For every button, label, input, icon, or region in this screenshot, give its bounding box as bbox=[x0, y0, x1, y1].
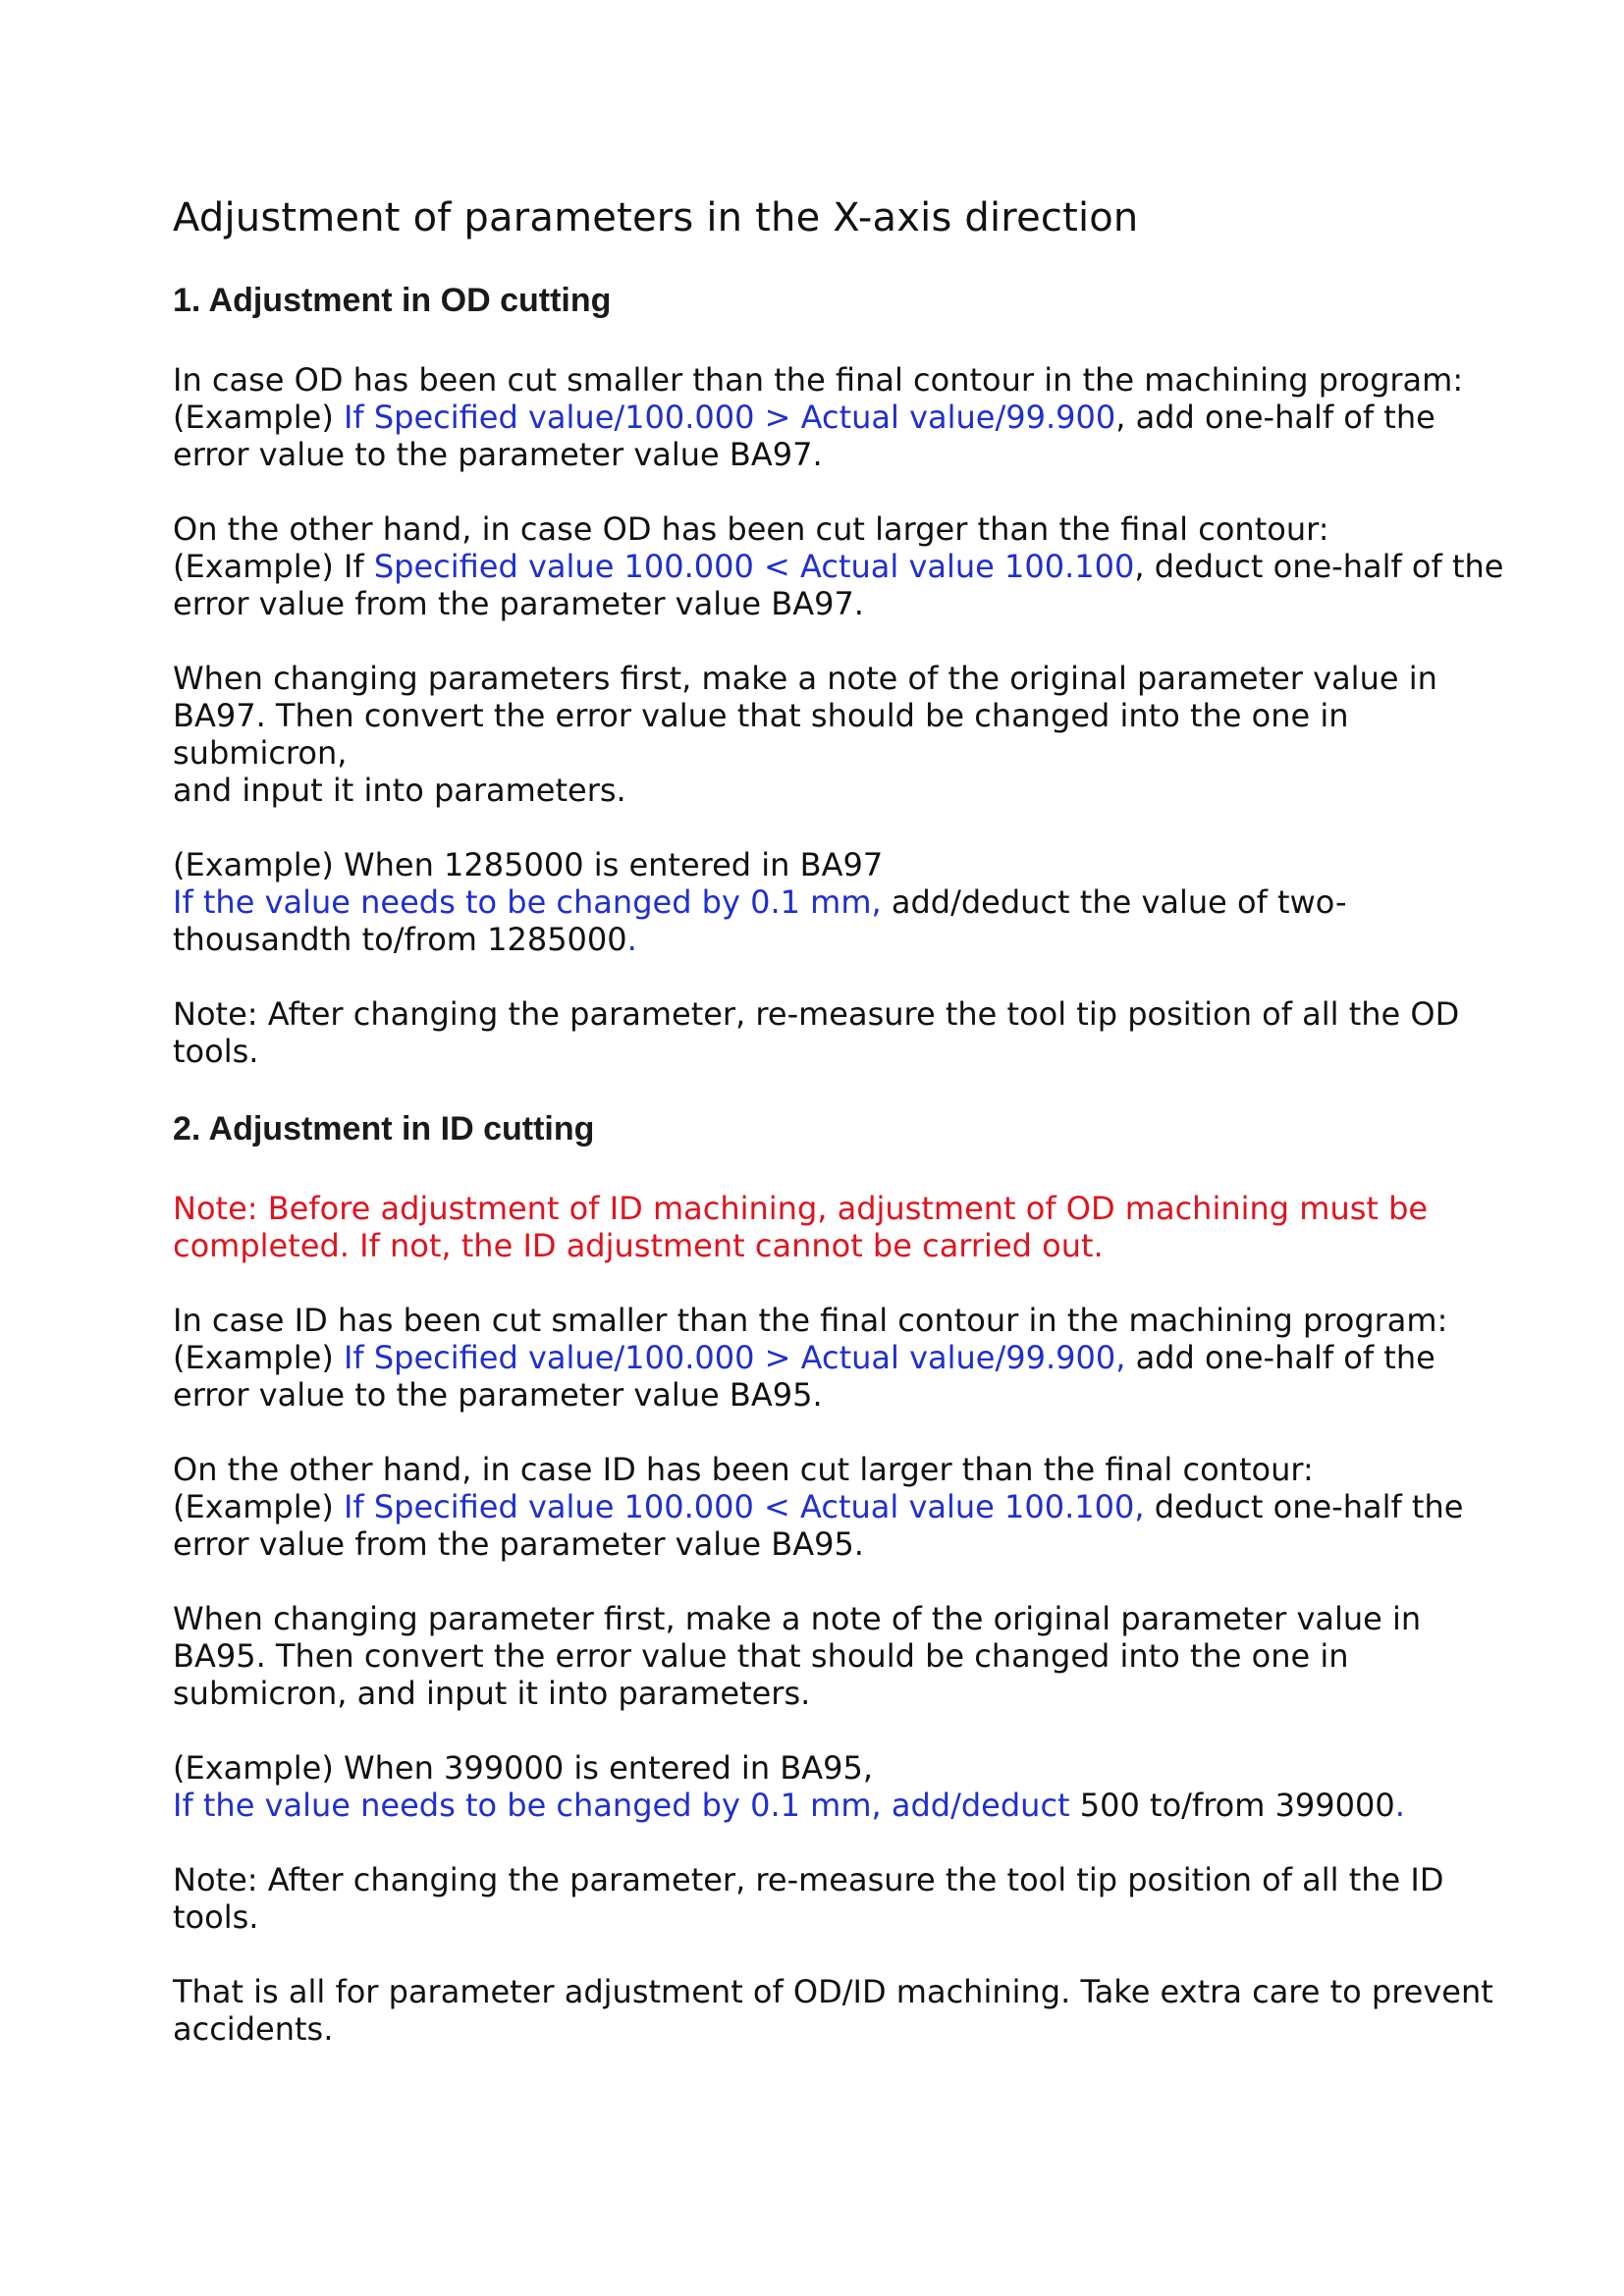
text-run: (Example) When 1285000 is entered in BA97 bbox=[173, 846, 884, 884]
text-run: error value from the parameter value BA95. bbox=[173, 1525, 864, 1564]
text-run: In case ID has been cut smaller than the final contour in the machining program: bbox=[173, 1302, 1448, 1340]
paragraph bbox=[173, 1861, 1528, 1936]
text-line bbox=[173, 548, 1528, 585]
paragraph bbox=[173, 1190, 1528, 1264]
text-line bbox=[173, 1190, 1528, 1227]
text-line bbox=[173, 1376, 1528, 1414]
paragraph bbox=[173, 510, 1528, 622]
text-run: tools. bbox=[173, 1898, 259, 1937]
highlighted-text-blue: If Specified value/100.000 > Actual value/99.900 bbox=[343, 399, 1116, 437]
text-line bbox=[173, 1898, 1528, 1936]
text-line bbox=[173, 1600, 1528, 1637]
text-run: error value to the parameter value BA97. bbox=[173, 436, 823, 474]
highlighted-text-blue: If Specified value 100.000 < Actual value 100.100, bbox=[343, 1488, 1145, 1526]
paragraph bbox=[173, 1600, 1528, 1712]
text-run: That is all for parameter adjustment of OD/ID machining. Take extra care to prevent bbox=[173, 1973, 1493, 2011]
text-run: In case OD has been cut smaller than the final contour in the machining program: bbox=[173, 361, 1464, 400]
text-run: thousandth to/from 1285000 bbox=[173, 921, 627, 959]
text-line bbox=[173, 1861, 1528, 1898]
document-page bbox=[173, 192, 1528, 2085]
paragraph bbox=[173, 846, 1528, 958]
text-line bbox=[173, 921, 1528, 958]
text-line bbox=[173, 883, 1528, 921]
text-line bbox=[173, 1488, 1528, 1525]
text-line bbox=[173, 846, 1528, 883]
text-run: (Example) bbox=[173, 1339, 344, 1377]
paragraph bbox=[173, 1451, 1528, 1563]
text-line bbox=[173, 697, 1528, 772]
text-run: , deduct one-half of the bbox=[1134, 548, 1504, 586]
text-line bbox=[173, 2010, 1528, 2048]
text-run: (Example) bbox=[173, 399, 344, 437]
text-run: and input it into parameters. bbox=[173, 772, 626, 810]
text-run: tools. bbox=[173, 1033, 259, 1071]
text-run: error value to the parameter value BA95. bbox=[173, 1376, 823, 1415]
paragraph bbox=[173, 361, 1528, 473]
text-line bbox=[173, 1675, 1528, 1712]
text-line bbox=[173, 1227, 1528, 1264]
text-run: add one-half of the bbox=[1125, 1339, 1435, 1377]
text-run: 500 to/from 399000 bbox=[1069, 1787, 1395, 1825]
paragraph bbox=[173, 1749, 1528, 1824]
highlighted-text-blue: . bbox=[626, 921, 637, 959]
text-line bbox=[173, 1302, 1528, 1339]
text-line bbox=[173, 436, 1528, 473]
section-heading: 2. Adjustment in ID cutting bbox=[173, 1110, 595, 1148]
text-run: BA97. Then convert the error value that should be changed into the one in submicron, bbox=[173, 697, 1349, 773]
text-run: deduct one-half the bbox=[1144, 1488, 1464, 1526]
text-line bbox=[173, 1033, 1528, 1070]
paragraph bbox=[173, 1973, 1528, 2048]
highlighted-text-blue: If Specified value/100.000 > Actual value/99.900, bbox=[343, 1339, 1126, 1377]
highlighted-text-blue: If the value needs to be changed by 0.1 mm, bbox=[173, 883, 882, 922]
highlighted-text-blue: . bbox=[1394, 1787, 1405, 1825]
text-run: On the other hand, in case ID has been cut larger than the final contour: bbox=[173, 1451, 1314, 1489]
text-run: Note: After changing the parameter, re-measure the tool tip position of all the OD bbox=[173, 995, 1460, 1034]
text-line bbox=[173, 1525, 1528, 1563]
text-run: submicron, and input it into parameters. bbox=[173, 1675, 811, 1713]
text-line bbox=[173, 1339, 1528, 1376]
text-run: error value from the parameter value BA97. bbox=[173, 585, 864, 623]
text-line bbox=[173, 1637, 1528, 1675]
text-line bbox=[173, 1451, 1528, 1488]
text-line bbox=[173, 585, 1528, 622]
document-title: Adjustment of parameters in the X-axis direction bbox=[173, 195, 1139, 240]
highlighted-text-red: Note: Before adjustment of ID machining, adjustment of OD machining must be bbox=[173, 1190, 1429, 1228]
text-run: accidents. bbox=[173, 2010, 334, 2049]
text-run: add/deduct the value of two- bbox=[881, 883, 1347, 922]
text-run: When changing parameter first, make a note of the original parameter value in bbox=[173, 1600, 1422, 1638]
text-run: When changing parameters first, make a note of the original parameter value in bbox=[173, 660, 1437, 698]
section-heading: 1. Adjustment in OD cutting bbox=[173, 282, 612, 319]
text-line bbox=[173, 660, 1528, 697]
text-line bbox=[173, 1787, 1528, 1824]
document-body bbox=[173, 279, 1528, 2048]
text-run: BA95. Then convert the error value that should be changed into the one in bbox=[173, 1637, 1349, 1676]
highlighted-text-blue: Specified value 100.000 < Actual value 100.100 bbox=[373, 548, 1135, 586]
paragraph bbox=[173, 660, 1528, 809]
text-run: (Example) When 399000 is entered in BA95, bbox=[173, 1749, 873, 1788]
text-run: (Example) If bbox=[173, 548, 374, 586]
highlighted-text-red: completed. If not, the ID adjustment cannot be carried out. bbox=[173, 1227, 1104, 1265]
text-line bbox=[173, 399, 1528, 436]
text-line bbox=[173, 361, 1528, 399]
text-run: (Example) bbox=[173, 1488, 344, 1526]
text-line bbox=[173, 1973, 1528, 2010]
text-run: On the other hand, in case OD has been cut larger than the final contour: bbox=[173, 510, 1329, 549]
paragraph bbox=[173, 995, 1528, 1070]
text-run: , add one-half of the bbox=[1115, 399, 1435, 437]
text-line bbox=[173, 510, 1528, 548]
text-line bbox=[173, 995, 1528, 1033]
paragraph bbox=[173, 1302, 1528, 1414]
text-line bbox=[173, 772, 1528, 809]
text-line bbox=[173, 1749, 1528, 1787]
text-run: Note: After changing the parameter, re-measure the tool tip position of all the ID bbox=[173, 1861, 1444, 1899]
highlighted-text-blue: If the value needs to be changed by 0.1 mm, add/deduct bbox=[173, 1787, 1070, 1825]
